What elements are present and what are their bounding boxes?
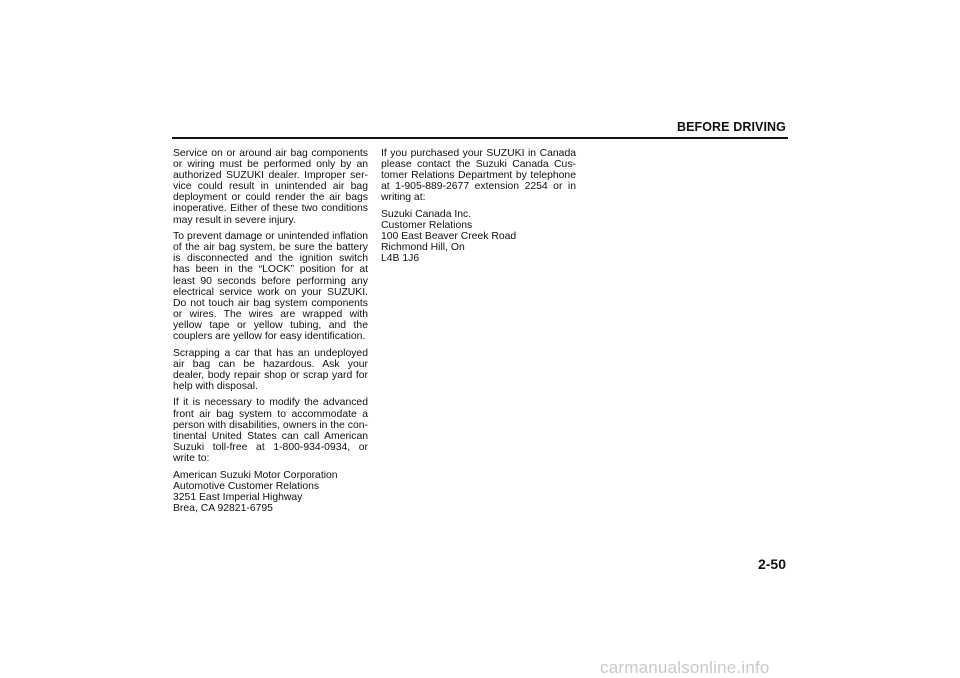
paragraph-canada-contact: If you purchased your SUZUKI in Canada please contact the Suzuki Canada Customer Relations Department by telephone at 1-905-889-2677 extension 2254 or in writing at: [381, 148, 576, 204]
section-title: BEFORE DRIVING [676, 120, 786, 134]
watermark-text: carmanualsonline.info [600, 658, 770, 677]
address-american-suzuki: American Suzuki Motor Corporation Automotive Customer Relations 3251 East Imperial Highway Brea, CA 92821-6795 [173, 469, 338, 514]
address-suzuki-canada: Suzuki Canada Inc. Customer Relations 100 East Beaver Creek Road Richmond Hill, On L4B 1J6 [381, 208, 517, 265]
paragraph-airbag-service: Service on or around air bag components or wiring must be performed only by an authorized SUZUKI dealer. Improper service could result in unintended air bag deployment or could render the air bags inoperative. Either of these two conditions may result in severe injury. [173, 148, 368, 226]
page-number: 2-50 [757, 556, 786, 572]
left-text-column [173, 148, 368, 519]
paragraph-airbag-damage-prevention: To prevent damage or unintended inflation of the air bag system, be sure the battery is disconnected and the ignition switch has been in the “LOCK” position for at least 90 seconds before performing any electrical service work on your SUZUKI. Do not touch air bag system components or wires. The wires are wrapped with yellow tape or yellow tubing, and the couplers are yellow for easy identification. [173, 231, 368, 342]
right-text-column [381, 148, 576, 270]
paragraph-modify-airbag: If it is necessary to modify the advanced front air bag system to accommodate a person with disabilities, owners in the continental United States can call American Suzuki toll-free at 1-800-934-0934, or write to: [173, 397, 368, 464]
paragraph-scrapping-car: Scrapping a car that has an undeployed air bag can be hazardous. Ask your dealer, body repair shop or scrap yard for help with disposal. [173, 347, 368, 392]
header-rule [172, 137, 788, 139]
